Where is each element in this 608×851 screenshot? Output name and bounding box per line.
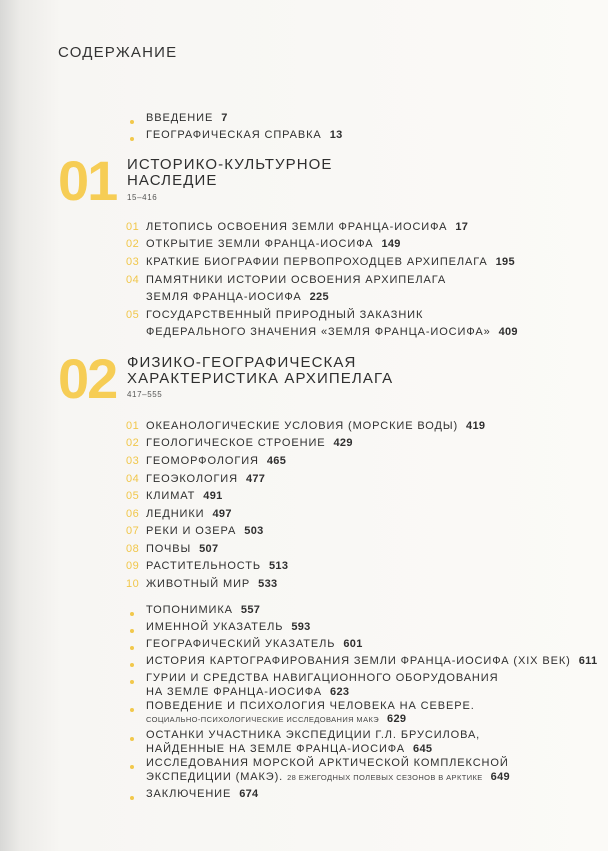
toc-entry[interactable]	[146, 437, 353, 449]
toc-entry[interactable]	[146, 560, 288, 572]
toc-entry-continued[interactable]	[146, 326, 518, 338]
toc-entry[interactable]	[146, 221, 468, 233]
toc-entry-continued[interactable]	[146, 713, 406, 725]
item-index: 01	[126, 221, 140, 233]
toc-entry[interactable]	[146, 274, 446, 286]
toc-entry-continued[interactable]	[146, 686, 349, 698]
entry-label: ЖИВОТНЫЙ МИР	[146, 578, 251, 590]
item-index: 04	[126, 274, 140, 286]
item-index: 05	[126, 309, 140, 321]
entry-page: 419	[466, 420, 486, 432]
section-page-range: 15–416	[127, 193, 158, 202]
section-title-line2: НАСЛЕДИЕ	[127, 172, 218, 189]
entry-label: НАЙДЕННЫЕ НА ЗЕМЛЕ ФРАНЦА-ИОСИФА	[146, 743, 406, 755]
entry-label: ГЕОЭКОЛОГИЯ	[146, 473, 238, 485]
entry-page: 477	[245, 473, 266, 485]
entry-page: 225	[309, 291, 329, 303]
page-title: СОДЕРЖАНИЕ	[58, 44, 178, 61]
entry-page: 593	[291, 621, 311, 633]
item-index: 05	[126, 490, 140, 502]
entry-label: ВВЕДЕНИЕ	[146, 112, 214, 124]
entry-label: ГЕОЛОГИЧЕСКОЕ СТРОЕНИЕ	[146, 437, 326, 449]
toc-entry-appendix[interactable]	[146, 729, 480, 741]
entry-page: 629	[387, 713, 407, 725]
bullet-icon	[130, 137, 134, 141]
entry-label: РАСТИТЕЛЬНОСТЬ	[146, 560, 262, 572]
entry-page: 503	[244, 525, 264, 537]
item-index: 03	[126, 256, 140, 268]
item-index: 07	[126, 525, 140, 537]
entry-label: ОКЕАНОЛОГИЧЕСКИЕ УСЛОВИЯ (МОРСКИЕ ВОДЫ)	[146, 420, 459, 432]
entry-page: 557	[240, 604, 261, 616]
entry-label: ОСТАНКИ УЧАСТНИКА ЭКСПЕДИЦИИ Г.Л. БРУСИЛОВА,	[146, 729, 481, 741]
bullet-icon	[130, 120, 134, 124]
entry-page: 507	[199, 543, 219, 555]
toc-entry[interactable]	[146, 490, 223, 502]
bullet-icon	[130, 737, 134, 741]
entry-label: КЛИМАТ	[146, 490, 196, 502]
toc-entry-geo-reference[interactable]	[146, 129, 343, 141]
entry-page: 513	[269, 560, 289, 572]
entry-label: НА ЗЕМЛЕ ФРАНЦА-ИОСИФА	[146, 686, 323, 698]
entry-page: 649	[490, 771, 510, 783]
section-title-line1: ИСТОРИКО-КУЛЬТУРНОЕ	[127, 156, 333, 173]
entry-label: ИМЕННОЙ УКАЗАТЕЛЬ	[146, 621, 284, 633]
entry-label: ГОСУДАРСТВЕННЫЙ ПРИРОДНЫЙ ЗАКАЗНИК	[146, 309, 424, 321]
entry-label: ПАМЯТНИКИ ИСТОРИИ ОСВОЕНИЯ АРХИПЕЛАГА	[146, 274, 447, 286]
section-number: 02	[58, 347, 117, 410]
entry-page: 674	[239, 788, 259, 800]
entry-page: 491	[203, 490, 223, 502]
toc-entry-appendix[interactable]	[146, 700, 475, 712]
bullet-icon	[130, 708, 134, 712]
toc-entry[interactable]	[146, 420, 485, 432]
section-title-line2: ХАРАКТЕРИСТИКА АРХИПЕЛАГА	[127, 370, 394, 387]
item-index: 02	[126, 238, 140, 250]
entry-page: 17	[455, 221, 469, 233]
entry-label: ГЕОГРАФИЧЕСКИЙ УКАЗАТЕЛЬ	[146, 638, 336, 650]
bullet-icon	[130, 629, 134, 633]
entry-label: ПОЧВЫ	[146, 543, 192, 555]
entry-label: ИСТОРИЯ КАРТОГРАФИРОВАНИЯ ЗЕМЛИ ФРАНЦА-ИОСИФА (XIX ВЕК)	[146, 655, 571, 667]
bullet-icon	[130, 646, 134, 650]
entry-page: 623	[330, 686, 350, 698]
entry-label: ИССЛЕДОВАНИЯ МОРСКОЙ АРКТИЧЕСКОЙ КОМПЛЕКСНОЙ	[146, 757, 509, 769]
bullet-icon	[130, 680, 134, 684]
toc-entry[interactable]	[146, 473, 265, 485]
item-index: 06	[126, 508, 140, 520]
entry-page: 645	[413, 743, 433, 755]
entry-label: ПОВЕДЕНИЕ И ПСИХОЛОГИЯ ЧЕЛОВЕКА НА СЕВЕРЕ.	[146, 700, 475, 712]
entry-page: 465	[266, 455, 287, 467]
toc-entry-continued[interactable]	[146, 771, 510, 783]
entry-page: 497	[212, 508, 232, 520]
toc-entry-appendix[interactable]	[146, 655, 597, 667]
section-page-range: 417–555	[127, 390, 163, 399]
entry-page: 149	[381, 238, 401, 250]
entry-page: 611	[578, 655, 598, 667]
toc-entry[interactable]	[146, 455, 286, 467]
entry-page: 195	[495, 256, 515, 268]
toc-entry-intro[interactable]	[146, 112, 228, 124]
entry-page: 7	[221, 112, 228, 124]
toc-entry[interactable]	[146, 578, 277, 590]
toc-entry[interactable]	[146, 508, 232, 520]
bullet-icon	[130, 796, 134, 800]
toc-entry-continued[interactable]	[146, 291, 329, 303]
bullet-icon	[130, 612, 134, 616]
item-index: 10	[126, 578, 140, 590]
entry-page: 409	[498, 326, 518, 338]
item-index: 03	[126, 455, 140, 467]
entry-label: ГЕОМОРФОЛОГИЯ	[146, 455, 259, 467]
toc-entry-continued[interactable]	[146, 743, 432, 755]
toc-entry-appendix[interactable]	[146, 672, 498, 684]
toc-entry-appendix[interactable]	[146, 621, 311, 633]
entry-page: 429	[333, 437, 353, 449]
entry-page: 533	[258, 578, 278, 590]
toc-entry[interactable]	[146, 525, 264, 537]
entry-label: КРАТКИЕ БИОГРАФИИ ПЕРВОПРОХОДЦЕВ АРХИПЕЛАГА	[146, 256, 488, 268]
toc-entry[interactable]	[146, 309, 423, 321]
toc-entry-appendix[interactable]	[146, 604, 260, 616]
entry-label: ФЕДЕРАЛЬНОГО ЗНАЧЕНИЯ «ЗЕМЛЯ ФРАНЦА-ИОСИФА»	[146, 326, 491, 338]
entry-label-small: 28 ЕЖЕГОДНЫХ ПОЛЕВЫХ СЕЗОНОВ В АРКТИКЕ	[287, 773, 483, 782]
section-number: 01	[58, 149, 117, 212]
entry-label: ГЕОГРАФИЧЕСКАЯ СПРАВКА	[146, 129, 322, 141]
entry-label: ЗЕМЛЯ ФРАНЦА-ИОСИФА	[146, 291, 302, 303]
entry-label: ЛЕДНИКИ	[146, 508, 205, 520]
entry-label: РЕКИ И ОЗЕРА	[146, 525, 237, 537]
entry-label: ОТКРЫТИЕ ЗЕМЛИ ФРАНЦА-ИОСИФА	[146, 238, 374, 250]
toc-entry-appendix[interactable]	[146, 757, 509, 769]
toc-entry[interactable]	[146, 238, 401, 250]
toc-entry[interactable]	[146, 543, 218, 555]
entry-label: ТОПОНИМИКА	[146, 604, 233, 616]
item-index: 04	[126, 473, 140, 485]
entry-page: 13	[329, 129, 343, 141]
toc-entry[interactable]	[146, 256, 515, 268]
toc-entry-appendix[interactable]	[146, 638, 363, 650]
item-index: 02	[126, 437, 140, 449]
entry-label: ЗАКЛЮЧЕНИЕ	[146, 788, 232, 800]
item-index: 01	[126, 420, 140, 432]
bullet-icon	[130, 765, 134, 769]
entry-label: ЛЕТОПИСЬ ОСВОЕНИЯ ЗЕМЛИ ФРАНЦА-ИОСИФА	[146, 221, 448, 233]
entry-label: ЭКСПЕДИЦИИ (МАКЭ).	[146, 771, 284, 783]
entry-page: 601	[343, 638, 363, 650]
item-index: 08	[126, 543, 140, 555]
toc-entry-appendix[interactable]	[146, 788, 258, 800]
entry-label-small: СОЦИАЛЬНО-ПСИХОЛОГИЧЕСКИЕ ИССЛЕДОВАНИЯ МАКЭ	[146, 715, 380, 724]
section-title-line1: ФИЗИКО-ГЕОГРАФИЧЕСКАЯ	[127, 354, 357, 371]
entry-label: ГУРИИ И СРЕДСТВА НАВИГАЦИОННОГО ОБОРУДОВАНИЯ	[146, 672, 499, 684]
bullet-icon	[130, 663, 134, 667]
item-index: 09	[126, 560, 140, 572]
